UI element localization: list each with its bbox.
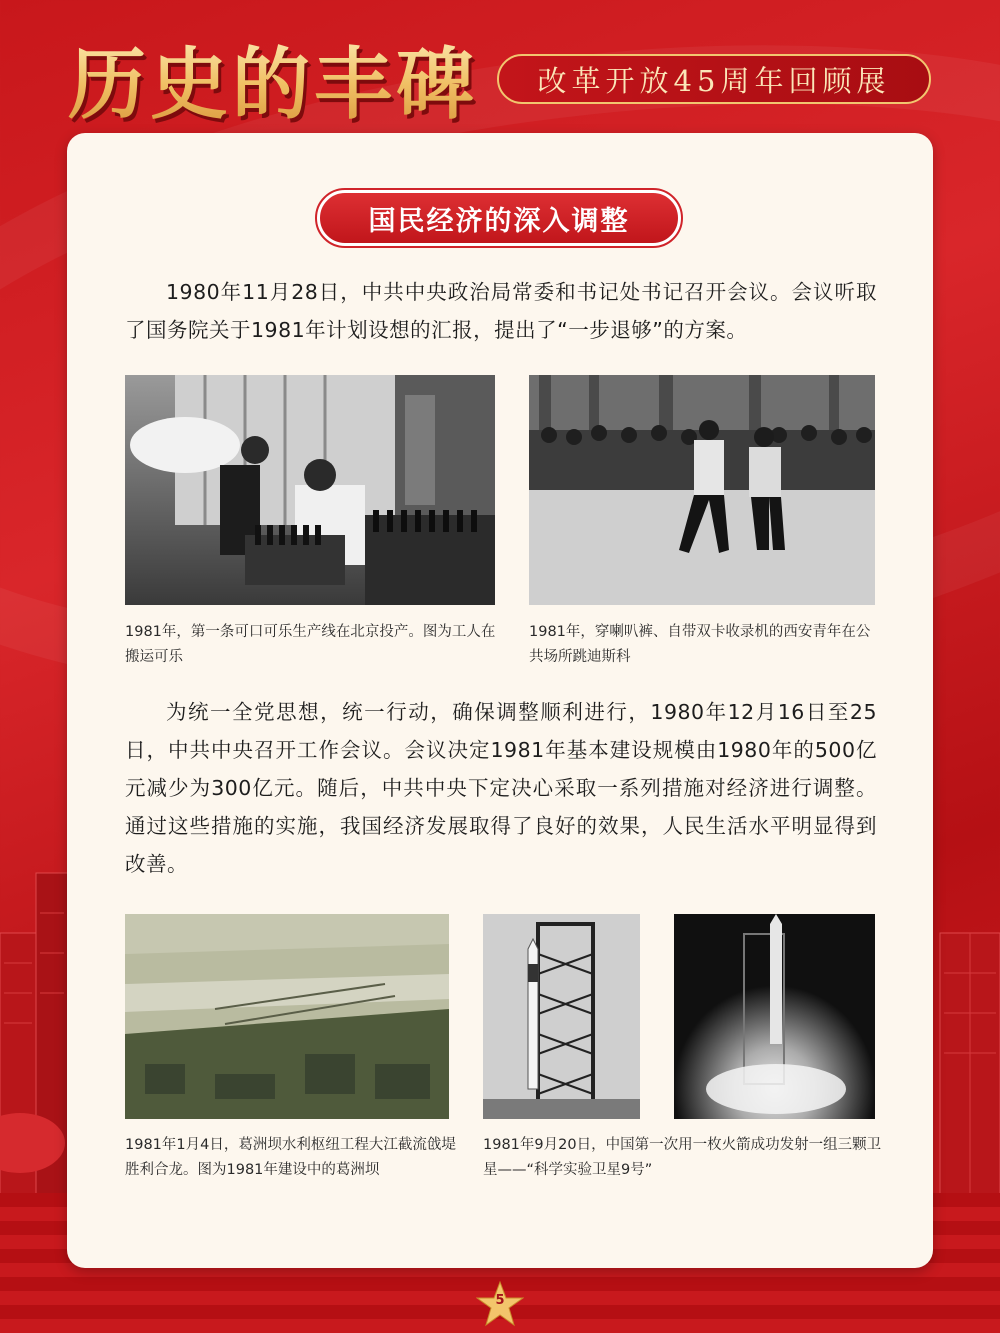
subtitle-banner: 改革开放45周年回顾展 [497, 54, 931, 104]
caption-rocket: 1981年9月20日，中国第一次用一枚火箭成功发射一组三颗卫星——“科学实验卫星9号” [483, 1137, 882, 1178]
paragraph-1: 1980年11月28日，中共中央政治局常委和书记处书记召开会议。会议听取了国务院关于1981年计划设想的汇报，提出了“一步退够”的方案。 [125, 280, 877, 342]
photo-xian-disco [529, 375, 875, 605]
photo-gezhouba-dam [125, 914, 449, 1119]
section-heading: 国民经济的深入调整 [317, 190, 681, 246]
photo-rocket-on-pad [483, 914, 640, 1119]
content-card [67, 133, 933, 1268]
page-number: 5 [495, 1293, 505, 1308]
photo-rocket-launch [674, 914, 875, 1119]
caption-disco: 1981年，穿喇叭裤、自带双卡收录机的西安青年在公共场所跳迪斯科 [529, 624, 871, 665]
caption-gezhouba: 1981年1月4日，葛洲坝水利枢纽工程大江截流戗堤胜利合龙。图为1981年建设中的葛洲坝 [125, 1137, 456, 1178]
page-title: 历史的丰碑 [68, 22, 478, 134]
paragraph-2: 为统一全党思想，统一行动，确保调整顺利进行，1980年12月16日至25日，中共中央召开工作会议。会议决定1981年基本建设规模由1980年的500亿元减少为300亿元。随后，中共中央下定决心采取一系列措施对经济进行调整。通过这些措施的实施，我国经济发展取得了良好的效果，人民生活水平明显得到改善。 [125, 700, 877, 876]
photo-coca-cola-workers [125, 375, 495, 605]
caption-coca-cola: 1981年，第一条可口可乐生产线在北京投产。图为工人在搬运可乐 [125, 624, 496, 665]
